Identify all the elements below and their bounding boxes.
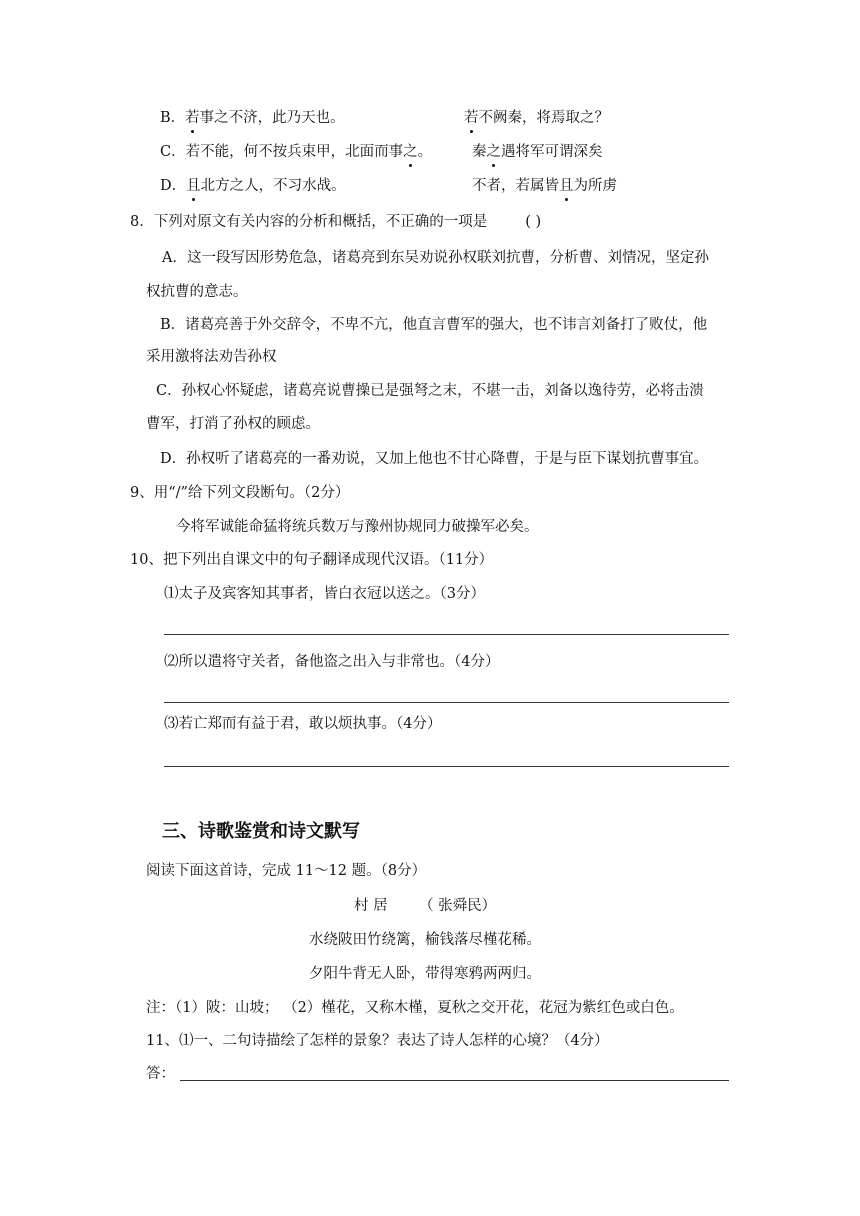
q10-sentence-1: ⑴太子及宾客知其事者，皆白衣冠以送之。（3分）	[164, 586, 485, 602]
q9-stem: 9、用“/”给下列文段断句。（2分）	[130, 485, 350, 501]
emphasis-dot-char: 若	[464, 110, 479, 126]
q8-option-a-line2: 权抗曹的意志。	[146, 284, 248, 300]
q7-option-d-left: D．且北方之人，不习水战。	[160, 178, 346, 194]
q10-stem: 10、把下列出自课文中的句子翻译成现代汉语。（11分）	[130, 552, 494, 568]
q7-option-d-right: 不者，若属皆且为所虏	[472, 178, 617, 194]
q7-option-b-left: B．若事之不济，此乃天也。	[160, 110, 345, 126]
poem-author: （ 张舜民）	[419, 898, 497, 914]
q8-option-a-line1: A．这一段写因形势危急，诸葛亮到东吴劝说孙权联刘抗曹，分析曹、刘情况，坚定孙	[162, 250, 709, 266]
q8-option-c-line1: C．孙权心怀疑虑，诸葛亮说曹操已是强弩之末，不堪一击，刘备以逸待劳，必将击溃	[156, 383, 704, 399]
emphasis-dot-char: 之	[486, 144, 501, 160]
q10-sentence-3: ⑶若亡郑而有益于君，敢以烦执事。（4分）	[164, 716, 442, 732]
answer-line[interactable]	[180, 1080, 729, 1081]
answer-label: 答：	[146, 1066, 175, 1082]
emphasis-dot-char: 若	[185, 110, 200, 126]
q9-passage: 今将军诚能命猛将统兵数万与豫州协规同力破操军必矣。	[176, 519, 539, 535]
answer-line[interactable]	[164, 634, 729, 635]
q7-option-c-left: C．若不能，何不按兵束甲，北面而事之。	[160, 144, 433, 160]
poem-title: 村 居	[354, 898, 388, 914]
section-heading: 三、诗歌鉴赏和诗文默写	[162, 821, 360, 842]
poem-note: 注：（1）陂：山坡； （2）槿花，又称木槿，夏秋之交开花，花冠为紫红色或白色。	[146, 1000, 684, 1016]
q7-option-c-right: 秦之遇将军可谓深矣	[472, 144, 603, 160]
q11-stem: 11、⑴一、二句诗描绘了怎样的景象？表达了诗人怎样的心境？（4分）	[146, 1033, 609, 1049]
q8-option-b-line2: 采用激将法劝告孙权	[146, 349, 277, 365]
q7-option-b-right: 若不阙秦，将焉取之？	[464, 110, 609, 126]
section-intro: 阅读下面这首诗，完成 11～12 题。（8分）	[146, 863, 427, 879]
answer-line[interactable]	[164, 766, 729, 767]
answer-paren: ( )	[525, 214, 542, 230]
q8-option-d: D．孙权听了诸葛亮的一番劝说，又加上他也不甘心降曹，于是与臣下谋划抗曹事宜。	[160, 451, 709, 467]
poem-line-1: 水绕陂田竹绕篱，榆钱落尽槿花稀。	[309, 932, 541, 948]
emphasis-dot-char: 之	[403, 144, 418, 160]
q8-option-c-line2: 曹军，打消了孙权的顾虑。	[146, 416, 320, 432]
emphasis-dot-char: 且	[186, 178, 201, 194]
q8-stem: 8．下列对原文有关内容的分析和概括，不正确的一项是 ( )	[130, 214, 542, 230]
emphasis-dot-char: 且	[559, 178, 574, 194]
poem-line-2: 夕阳牛背无人卧，带得寒鸦两两归。	[309, 966, 541, 982]
q10-sentence-2: ⑵所以遣将守关者，备他盗之出入与非常也。（4分）	[164, 654, 500, 670]
q8-option-b-line1: B．诸葛亮善于外交辞令，不卑不亢，他直言曹军的强大，也不讳言刘备打了败仗，他	[160, 317, 708, 333]
answer-line[interactable]	[164, 702, 729, 703]
